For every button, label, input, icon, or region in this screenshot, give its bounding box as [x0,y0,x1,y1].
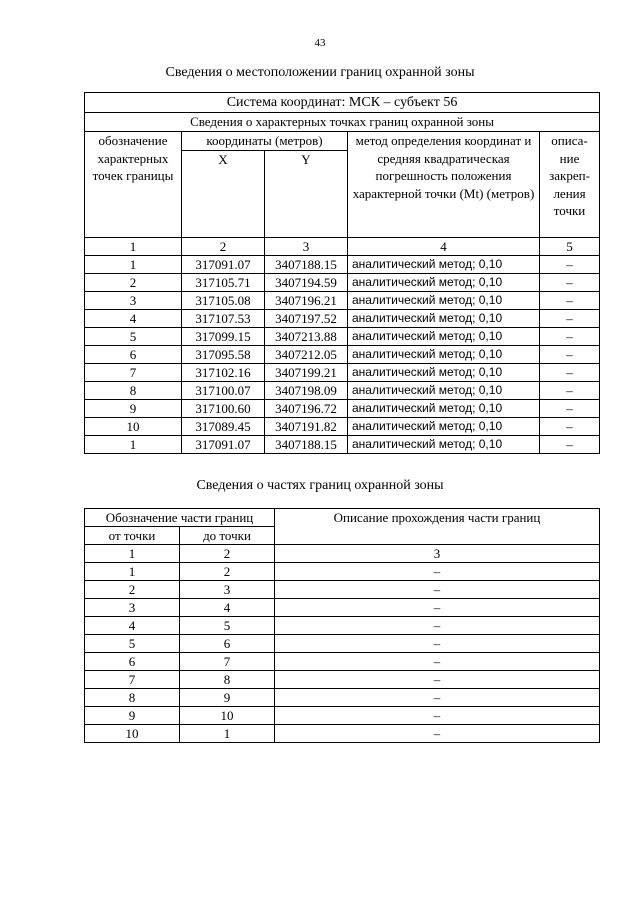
table-cell: аналитический метод; 0,10 [348,327,540,345]
table-cell: 2 [85,581,180,599]
table-cell: 317095.58 [182,345,265,363]
table-cell: аналитический метод; 0,10 [348,345,540,363]
points-subtitle: Сведения о характерных точках границ охранной зоны [85,113,600,132]
table-cell: – [540,435,600,453]
coord-system: Система координат: МСК – субъект 56 [85,93,600,113]
table-cell: 1 [85,255,182,273]
table-cell: 317105.71 [182,273,265,291]
table-cell: – [275,707,600,725]
table-cell: 8 [180,671,275,689]
table-cell: 10 [85,417,182,435]
table-row [85,273,600,291]
table-cell: 3 [85,291,182,309]
table-cell: 9 [180,689,275,707]
table-row [85,417,600,435]
table-row [85,617,600,635]
table-cell: 8 [85,689,180,707]
table-cell: 6 [85,345,182,363]
column-numbers-row [85,545,600,563]
col-number: 2 [180,545,275,563]
header-part: Обозначение части границ [85,509,275,527]
table-cell: 9 [85,707,180,725]
table-row [85,671,600,689]
table-cell: 5 [85,327,182,345]
table-cell: 1 [85,435,182,453]
table-cell: аналитический метод; 0,10 [348,273,540,291]
table-cell: 10 [85,725,180,743]
header-from: от точки [85,527,180,545]
table-cell: – [540,327,600,345]
table-cell: 317107.53 [182,309,265,327]
table-cell: – [540,417,600,435]
table-row [85,599,600,617]
table-cell: 6 [85,653,180,671]
col-number: 5 [540,237,600,255]
table-cell: – [275,635,600,653]
table-cell: 3407197.52 [265,309,348,327]
col-number: 1 [85,237,182,255]
table-cell: 3407212.05 [265,345,348,363]
table-cell: аналитический метод; 0,10 [348,417,540,435]
table-cell: 7 [85,363,182,381]
table-cell: – [275,599,600,617]
table-row [85,563,600,581]
table-row [85,309,600,327]
table-cell: – [275,725,600,743]
table-row [85,291,600,309]
table-row [85,327,600,345]
table-row [85,363,600,381]
table-cell: 4 [180,599,275,617]
table-cell: – [275,671,600,689]
table-cell: – [540,345,600,363]
table-cell: – [275,653,600,671]
table-cell: – [540,255,600,273]
header-point: обозначение характерных точек границы [85,132,182,238]
section2-title: Сведения о частях границ охранной зоны [196,478,444,493]
table-cell: аналитический метод; 0,10 [348,291,540,309]
table-cell: 1 [85,563,180,581]
table-cell: 5 [180,617,275,635]
table-cell: 3407194.59 [265,273,348,291]
page-number: 43 [314,37,326,49]
table-cell: аналитический метод; 0,10 [348,399,540,417]
table-cell: 9 [85,399,182,417]
table-cell: 317100.60 [182,399,265,417]
table-cell: 6 [180,635,275,653]
table-cell: 4 [85,617,180,635]
table-cell: аналитический метод; 0,10 [348,363,540,381]
table-cell: 317091.07 [182,255,265,273]
table-cell: 3407213.88 [265,327,348,345]
table-cell: 7 [180,653,275,671]
table-cell: – [540,309,600,327]
table-cell: 317089.45 [182,417,265,435]
col-number: 1 [85,545,180,563]
table-cell: 3407198.09 [265,381,348,399]
table-row [85,707,600,725]
table-row [85,689,600,707]
table-cell: 317091.07 [182,435,265,453]
table-row [85,345,600,363]
table-cell: 317105.08 [182,291,265,309]
parts-table [84,508,600,743]
table-cell: 3407191.82 [265,417,348,435]
table-cell: 10 [180,707,275,725]
table-cell: 2 [85,273,182,291]
column-numbers-row [85,237,600,255]
table-cell: 3407188.15 [265,435,348,453]
table-cell: 1 [180,725,275,743]
table-cell: 3407199.21 [265,363,348,381]
table-cell: 3407196.21 [265,291,348,309]
table-row [85,581,600,599]
table-cell: 5 [85,635,180,653]
table-cell: – [540,363,600,381]
table-cell: – [275,689,600,707]
table-cell: аналитический метод; 0,10 [348,255,540,273]
header-desc: описа- ние закреп- ления точки [540,132,600,238]
table-cell: 3 [180,581,275,599]
section1-title: Сведения о местоположении границ охранной зоны [165,65,475,80]
header-coords: координаты (метров) [182,132,348,151]
table-cell: – [540,273,600,291]
col-number: 4 [348,237,540,255]
table-row [85,255,600,273]
table-cell: – [540,291,600,309]
header-method: метод определения координат и средняя квадратическая погрешность положения характерной точки (Mt) (метров) [348,132,540,238]
table-cell: 7 [85,671,180,689]
table-row [85,381,600,399]
table-row [85,635,600,653]
points-table [84,92,600,454]
table-row [85,653,600,671]
table-cell: 3 [85,599,180,617]
table-cell: – [275,581,600,599]
header-part-desc: Описание прохождения части границ [275,509,600,545]
table-cell: аналитический метод; 0,10 [348,381,540,399]
header-y: Y [265,150,348,237]
table-cell: – [540,399,600,417]
table-cell: 317099.15 [182,327,265,345]
col-number: 2 [182,237,265,255]
table-cell: 8 [85,381,182,399]
table-cell: 4 [85,309,182,327]
table-row [85,435,600,453]
table-cell: – [275,563,600,581]
table-cell: – [540,381,600,399]
table-cell: аналитический метод; 0,10 [348,435,540,453]
table-cell: 3407196.72 [265,399,348,417]
table-cell: 317100.07 [182,381,265,399]
col-number: 3 [275,545,600,563]
table-cell: 2 [180,563,275,581]
col-number: 3 [265,237,348,255]
header-x: X [182,150,265,237]
table-row [85,725,600,743]
table-cell: 317102.16 [182,363,265,381]
header-to: до точки [180,527,275,545]
table-cell: аналитический метод; 0,10 [348,309,540,327]
table-row [85,399,600,417]
table-cell: 3407188.15 [265,255,348,273]
table-cell: – [275,617,600,635]
